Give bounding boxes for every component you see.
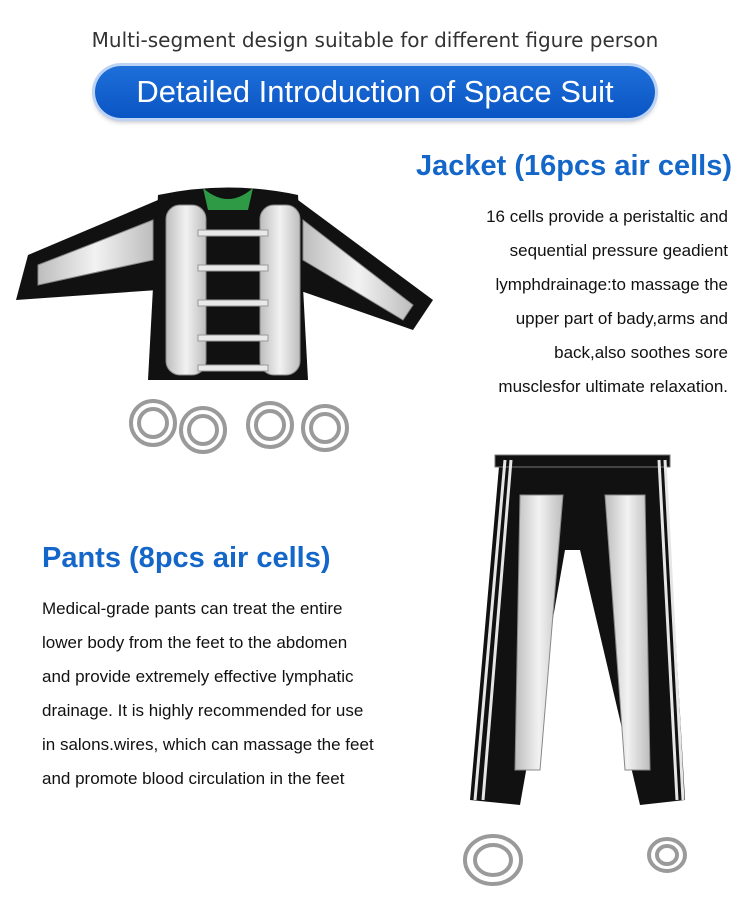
- pants-line: lower body from the feet to the abdomen: [42, 633, 348, 652]
- jacket-line: sequential pressure geadient: [509, 241, 728, 260]
- title-banner: Detailed Introduction of Space Suit: [95, 66, 655, 118]
- page-subtitle: Multi-segment design suitable for different figure person: [91, 28, 659, 52]
- jacket-description: [408, 200, 728, 404]
- pants-title: Pants (8pcs air cells): [42, 542, 331, 574]
- pants-line: drainage. It is highly recommended for use: [42, 701, 364, 720]
- jacket-line: lymphdrainage:to massage the: [495, 275, 728, 294]
- jacket-line: 16 cells provide a peristaltic and: [486, 207, 728, 226]
- pants-line: in salons.wires, which can massage the feet: [42, 735, 374, 754]
- pants-image: [445, 440, 705, 900]
- jacket-line: musclesfor ultimate relaxation.: [498, 377, 728, 396]
- pants-line: and promote blood circulation in the feet: [42, 769, 345, 788]
- pants-line: Medical-grade pants can treat the entire: [42, 599, 343, 618]
- pants-description: [42, 592, 432, 796]
- jacket-title: Jacket (16pcs air cells): [416, 150, 732, 182]
- pants-line: and provide extremely effective lymphatic: [42, 667, 354, 686]
- jacket-image: [8, 180, 448, 470]
- jacket-line: back,also soothes sore: [554, 343, 728, 362]
- jacket-line: upper part of bady,arms and: [515, 309, 728, 328]
